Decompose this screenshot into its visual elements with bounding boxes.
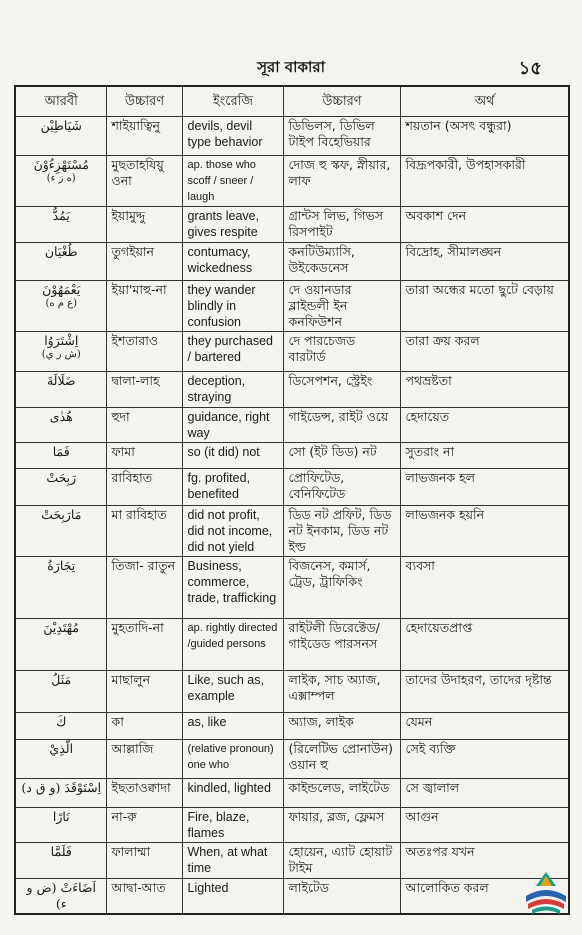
- table-row: [15, 207, 569, 243]
- english-pronunciation-cell-text: লাইক, সাচ অ্যাজ, এক্সাম্পল: [288, 672, 381, 703]
- arabic-cell: [15, 713, 106, 740]
- pronunciation-cell-text: শাইয়াত্বিনু: [111, 118, 160, 133]
- arabic-cell-text: فَمَا: [52, 444, 70, 459]
- english-cell-text: so (it did) not: [187, 445, 260, 459]
- arabic-root: (ش ر ي): [41, 349, 81, 360]
- english-pronunciation-cell: [283, 557, 400, 619]
- english-pronunciation-cell: [283, 207, 400, 243]
- meaning-cell: [400, 469, 569, 506]
- pronunciation-cell-text: মুহতাদি-না: [111, 620, 164, 635]
- english-cell-text: as, like: [187, 715, 227, 729]
- pronunciation-cell-text: মুছতাহযিয়ু ওনা: [111, 157, 164, 188]
- english-cell-text: contumacy, wickedness: [187, 245, 253, 275]
- arabic-cell: [15, 243, 106, 281]
- english-cell: [182, 713, 283, 740]
- pronunciation-cell: [106, 779, 182, 808]
- meaning-cell: [400, 713, 569, 740]
- english-pronunciation-cell-text: ডিভিলস, ডিভিল টাইপ বিহেভিয়ার: [288, 118, 375, 149]
- english-cell: [182, 671, 283, 713]
- meaning-cell-text: অবকাশ দেন: [405, 208, 467, 223]
- pronunciation-cell-text: দ্বালা-লাহ: [111, 373, 160, 388]
- meaning-cell-text: শয়তান (অসৎ বন্ধুরা): [405, 118, 512, 133]
- meaning-cell-text: তারা অন্ধের মতো ছুটে বেড়ায়: [405, 282, 554, 297]
- english-cell: [182, 843, 283, 879]
- header-pronunciation: উচ্চারণ: [106, 86, 182, 117]
- meaning-cell: [400, 156, 569, 207]
- english-pronunciation-cell-text: বিজনেস, কমার্স, ট্রেড, ট্রাফিকিং: [288, 558, 371, 589]
- table-row: [15, 671, 569, 713]
- pronunciation-cell: [106, 808, 182, 843]
- english-pronunciation-cell-text: রাইটলী ডিরেক্টেড/গাইডেড পারসনস: [288, 620, 380, 651]
- arabic-cell-text: اَضَاءَتْ (ض و ء): [26, 880, 96, 911]
- arabic-cell-text: تِجَارَةُ: [47, 558, 76, 573]
- table-row: [15, 879, 569, 915]
- pronunciation-cell: [106, 207, 182, 243]
- meaning-cell: [400, 619, 569, 671]
- table-header-row: [15, 86, 569, 117]
- pronunciation-cell: [106, 372, 182, 408]
- english-cell-text: did not profit, did not income, did not yield: [187, 508, 273, 554]
- table-row: [15, 557, 569, 619]
- pronunciation-cell-text: আদ্বা-আত: [111, 880, 166, 895]
- pronunciation-cell: [106, 619, 182, 671]
- english-pronunciation-cell-text: দে পারচেজড বারটার্ড: [288, 333, 356, 364]
- english-pronunciation-cell-text: ডিসেপশন, স্ট্রেইং: [288, 373, 373, 388]
- english-cell: [182, 779, 283, 808]
- pronunciation-cell-text: না-রু: [111, 809, 137, 824]
- meaning-cell-text: তাদের উদাহরণ, তাদের দৃষ্টান্ত: [405, 672, 552, 687]
- arabic-cell: [15, 619, 106, 671]
- english-cell: [182, 156, 283, 207]
- english-pronunciation-cell-text: প্রোফিটেড, বেনিফিটেড: [288, 470, 346, 501]
- pronunciation-cell-text: তুগইয়ান: [111, 244, 155, 259]
- arabic-cell: [15, 557, 106, 619]
- table-row: [15, 117, 569, 156]
- pronunciation-cell: [106, 156, 182, 207]
- table-row: [15, 372, 569, 408]
- arabic-cell-text: كَ: [56, 714, 67, 729]
- english-pronunciation-cell-text: দোজ হু স্কফ, স্নীয়ার, লাফ: [288, 157, 391, 188]
- english-cell-text: ap. rightly directed /guided persons: [187, 622, 278, 650]
- english-cell-text: kindled, lighted: [187, 781, 271, 795]
- meaning-cell-text: আগুন: [405, 809, 439, 824]
- english-pronunciation-cell: [283, 117, 400, 156]
- arabic-cell: [15, 117, 106, 156]
- pronunciation-cell-text: রাবিহাত: [111, 470, 153, 485]
- english-pronunciation-cell: [283, 506, 400, 557]
- arabic-root: (ع م ه): [45, 298, 78, 309]
- english-cell: [182, 207, 283, 243]
- pronunciation-cell-text: ইছতাওক্বাদা: [111, 780, 171, 795]
- meaning-cell: [400, 443, 569, 469]
- english-pronunciation-cell-text: ফায়ার, ব্লজ, ফ্লেমস: [288, 809, 385, 824]
- meaning-cell: [400, 117, 569, 156]
- pronunciation-cell-text: ইয়ামুদ্দু: [111, 208, 146, 223]
- meaning-cell: [400, 372, 569, 408]
- pronunciation-cell: [106, 506, 182, 557]
- english-pronunciation-cell: [283, 843, 400, 879]
- english-pronunciation-cell: [283, 713, 400, 740]
- arabic-cell: [15, 779, 106, 808]
- english-cell: [182, 469, 283, 506]
- arabic-cell: [15, 281, 106, 332]
- pronunciation-cell: [106, 332, 182, 372]
- english-cell-text: Fire, blaze, flames: [187, 810, 250, 840]
- pronunciation-cell: [106, 469, 182, 506]
- pronunciation-cell-text: হুদা: [111, 409, 130, 424]
- table-row: [15, 443, 569, 469]
- english-cell-text: When, at what time: [187, 845, 268, 875]
- header-english-pronunciation: উচ্চারণ: [283, 86, 400, 117]
- meaning-cell-text: ব্যবসা: [405, 558, 435, 573]
- meaning-cell-text: তারা ক্রয় করল: [405, 333, 480, 348]
- meaning-cell-text: বিদ্রূপকারী, উপহাসকারী: [405, 157, 526, 172]
- english-pronunciation-cell: [283, 779, 400, 808]
- pronunciation-cell-text: কা: [111, 714, 124, 729]
- pronunciation-cell: [106, 671, 182, 713]
- table-row: [15, 156, 569, 207]
- meaning-cell-text: লাভজনক হয়নি: [405, 507, 485, 522]
- english-cell: [182, 243, 283, 281]
- meaning-cell: [400, 779, 569, 808]
- english-pronunciation-cell: [283, 372, 400, 408]
- english-cell: [182, 740, 283, 779]
- pronunciation-cell-text: মা রাবিহাত: [111, 507, 167, 522]
- arabic-root: (ه ز ء): [46, 173, 76, 184]
- arabic-cell-text: مُسْتَهْزِءُوْنَ: [33, 157, 89, 172]
- arabic-cell-text: شَيَاطِيْن: [40, 118, 82, 133]
- arabic-cell-text: الَّذِيْ: [49, 741, 74, 756]
- arabic-cell-text: مُهْتَدِيْنَ: [43, 620, 80, 635]
- english-cell-text: deception, straying: [187, 374, 246, 404]
- header-arabic: আরবী: [15, 86, 106, 117]
- english-pronunciation-cell-text: দে ওয়ানডার ব্লাইন্ডলী ইন কনফিউশন: [288, 282, 352, 329]
- table-row: [15, 332, 569, 372]
- meaning-cell: [400, 332, 569, 372]
- english-pronunciation-cell-text: কনটিউম্যাসি, উইকেডনেস: [288, 244, 355, 275]
- english-pronunciation-cell: [283, 443, 400, 469]
- arabic-cell: [15, 879, 106, 915]
- english-cell: [182, 808, 283, 843]
- english-cell: [182, 879, 283, 915]
- pronunciation-cell-text: ফামা: [111, 444, 135, 459]
- english-cell-text: ap. those who scoff / sneer / laugh: [187, 159, 256, 203]
- english-pronunciation-cell-text: গ্রান্টস লিভ, গিভস রিসপাইট: [288, 208, 384, 239]
- english-pronunciation-cell-text: অ্যাজ, লাইক: [288, 714, 354, 729]
- header-english: ইংরেজি: [182, 86, 283, 117]
- table-row: [15, 779, 569, 808]
- english-cell-text: Business, commerce, trade, trafficking: [187, 559, 277, 605]
- meaning-cell-text: পথভ্রষ্টতা: [405, 373, 452, 388]
- english-cell: [182, 443, 283, 469]
- english-pronunciation-cell: [283, 671, 400, 713]
- arabic-cell: [15, 843, 106, 879]
- english-cell: [182, 117, 283, 156]
- meaning-cell: [400, 740, 569, 779]
- english-cell-text: fg. profited, benefited: [187, 471, 251, 501]
- meaning-cell-text: সে জ্বালাল: [405, 780, 460, 795]
- english-cell: [182, 557, 283, 619]
- english-pronunciation-cell-text: লাইটেড: [288, 880, 329, 895]
- arabic-cell: [15, 740, 106, 779]
- meaning-cell: [400, 506, 569, 557]
- english-cell-text: devils, devil type behavior: [187, 119, 263, 149]
- pronunciation-cell: [106, 557, 182, 619]
- meaning-cell: [400, 281, 569, 332]
- english-pronunciation-cell: [283, 469, 400, 506]
- meaning-cell: [400, 243, 569, 281]
- english-pronunciation-cell-text: সো (ইট ডিড) নট: [288, 444, 377, 459]
- arabic-cell-text: هُدٰى: [49, 409, 73, 424]
- table-row: [15, 843, 569, 879]
- pronunciation-cell-text: ইশতারাও: [111, 333, 159, 348]
- pronunciation-cell: [106, 879, 182, 915]
- english-cell: [182, 281, 283, 332]
- pronunciation-cell-text: তিজা- রাতুন: [111, 558, 176, 573]
- english-pronunciation-cell-text: (রিলেটিভ প্রোনাউন) ওয়ান হু: [288, 741, 394, 772]
- meaning-cell-text: লাভজনক হল: [405, 470, 475, 485]
- arabic-cell: [15, 372, 106, 408]
- arabic-cell-text: اِشْتَرَوُا: [44, 333, 79, 348]
- english-cell-text: grants leave, gives respite: [187, 209, 260, 239]
- english-pronunciation-cell-text: হোয়েন, এ্যাট হোয়াট টাইম: [288, 844, 393, 875]
- english-pronunciation-cell: [283, 156, 400, 207]
- table-row: [15, 408, 569, 443]
- meaning-cell-text: অতঃপর যখন: [405, 844, 475, 859]
- arabic-cell: [15, 808, 106, 843]
- arabic-cell-text: نَارًا: [52, 809, 70, 824]
- meaning-cell: [400, 408, 569, 443]
- table-row: [15, 713, 569, 740]
- english-pronunciation-cell: [283, 408, 400, 443]
- arabic-cell-text: ضَلَالَةَ: [46, 373, 76, 388]
- english-pronunciation-cell: [283, 281, 400, 332]
- english-pronunciation-cell: [283, 243, 400, 281]
- english-cell-text: they purchased / bartered: [187, 334, 273, 364]
- english-cell-text: guidance, right way: [187, 410, 270, 440]
- page-number: ১৫: [518, 58, 542, 79]
- english-pronunciation-cell: [283, 619, 400, 671]
- english-cell: [182, 619, 283, 671]
- pronunciation-cell-text: আল্লাজি: [111, 741, 154, 756]
- meaning-cell: [400, 207, 569, 243]
- pronunciation-cell: [106, 408, 182, 443]
- arabic-cell-text: طُغْيَان: [44, 244, 78, 259]
- arabic-cell: [15, 207, 106, 243]
- table-row: [15, 469, 569, 506]
- table-row: [15, 808, 569, 843]
- english-pronunciation-cell: [283, 879, 400, 915]
- english-cell: [182, 332, 283, 372]
- pronunciation-cell: [106, 117, 182, 156]
- page-title: সূরা বাকারা: [257, 58, 325, 76]
- meaning-cell-text: হেদায়েতপ্রাপ্ত: [405, 620, 473, 635]
- meaning-cell-text: আলোকিত করল: [405, 880, 489, 895]
- arabic-cell-text: مَثَلُ: [51, 672, 72, 687]
- arabic-cell: [15, 469, 106, 506]
- table-row: [15, 243, 569, 281]
- arabic-cell: [15, 408, 106, 443]
- arabic-cell-text: مَارَبِحَتْ: [41, 507, 82, 522]
- arabic-cell-text: يَعْمَهُوْنَ: [42, 282, 81, 297]
- meaning-cell: [400, 557, 569, 619]
- english-cell-text: Lighted: [187, 881, 229, 895]
- meaning-cell-text: বিদ্রোহ, সীমালঙ্ঘন: [405, 244, 502, 259]
- arabic-cell-text: رَبِحَتْ: [46, 470, 77, 485]
- pronunciation-cell: [106, 443, 182, 469]
- pronunciation-cell: [106, 740, 182, 779]
- english-cell-text: Like, such as, example: [187, 673, 264, 703]
- pronunciation-cell-text: মাছালুন: [111, 672, 151, 687]
- pronunciation-cell-text: ফালাম্মা: [111, 844, 151, 859]
- table-row: [15, 281, 569, 332]
- arabic-cell: [15, 671, 106, 713]
- meaning-cell-text: যেমন: [405, 714, 433, 729]
- arabic-cell: [15, 443, 106, 469]
- english-cell: [182, 506, 283, 557]
- english-cell: [182, 372, 283, 408]
- meaning-cell-text: হেদায়েত: [405, 409, 450, 424]
- arabic-cell-text: يَمُدُّ: [52, 208, 70, 223]
- english-pronunciation-cell-text: ডিড নট প্রফিট, ডিড নট ইনকাম, ডিড নট ইল্ড: [288, 507, 392, 554]
- english-pronunciation-cell-text: গাইডেন্স, রাইট ওয়ে: [288, 409, 389, 424]
- vocabulary-table: [14, 85, 570, 915]
- english-cell: [182, 408, 283, 443]
- arabic-cell-text: اِسْتَوْقَدَ (و ق د): [21, 780, 102, 795]
- table-row: [15, 506, 569, 557]
- table-row: [15, 619, 569, 671]
- table-row: [15, 740, 569, 779]
- meaning-cell: [400, 808, 569, 843]
- header-meaning: অর্থ: [400, 86, 569, 117]
- pronunciation-cell: [106, 281, 182, 332]
- pronunciation-cell: [106, 713, 182, 740]
- pronunciation-cell: [106, 243, 182, 281]
- pronunciation-cell-text: ইয়া'মাহু-না: [111, 282, 167, 297]
- meaning-cell-text: সুতরাং না: [405, 444, 455, 459]
- english-pronunciation-cell: [283, 808, 400, 843]
- english-cell-text: they wander blindly in confusion: [187, 283, 256, 329]
- arabic-cell: [15, 332, 106, 372]
- english-cell-text: (relative pronoun) one who: [187, 743, 274, 771]
- meaning-cell-text: সেই ব্যক্তি: [405, 741, 456, 756]
- publisher-logo-icon: [520, 866, 572, 918]
- english-pronunciation-cell: [283, 740, 400, 779]
- meaning-cell: [400, 671, 569, 713]
- pronunciation-cell: [106, 843, 182, 879]
- english-pronunciation-cell: [283, 332, 400, 372]
- arabic-cell: [15, 156, 106, 207]
- arabic-cell-text: فَلَمَّا: [50, 844, 72, 859]
- page-header: [0, 54, 582, 80]
- arabic-cell: [15, 506, 106, 557]
- english-pronunciation-cell-text: কাইন্ডলেড, লাইটেড: [288, 780, 390, 795]
